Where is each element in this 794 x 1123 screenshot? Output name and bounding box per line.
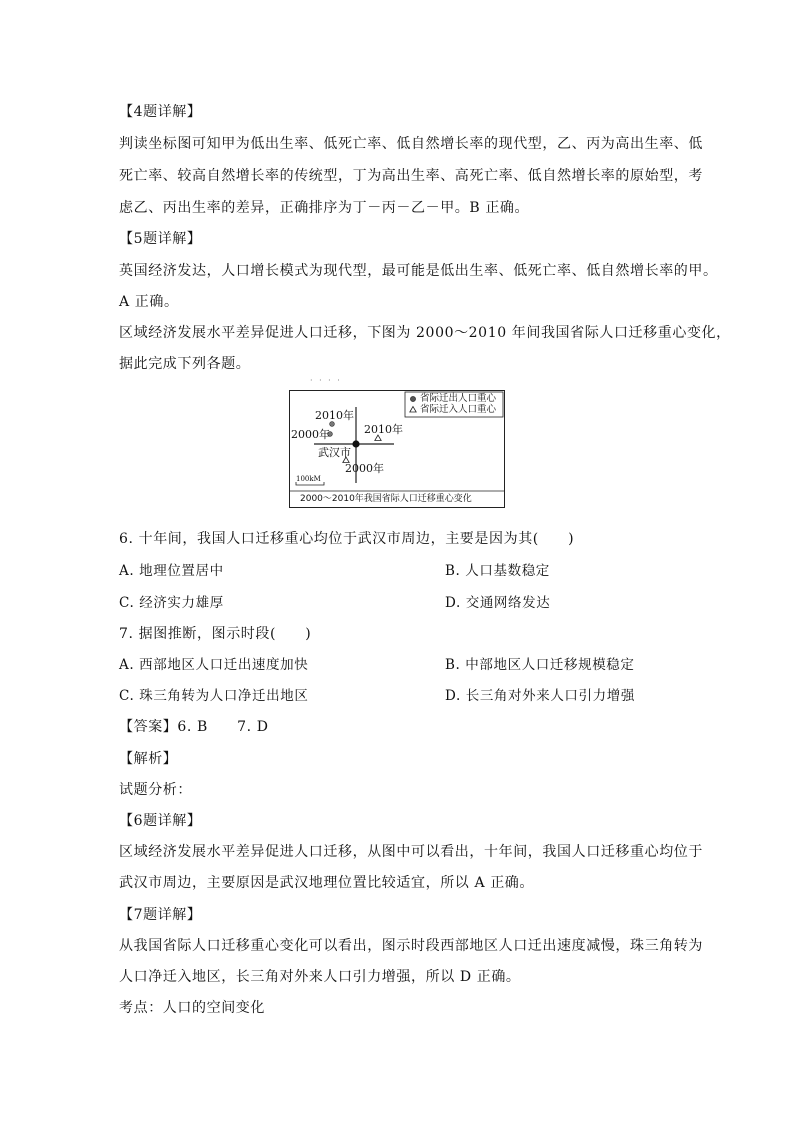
intro-line-2: 据此完成下列各题。 [119,356,251,372]
legend-out-label: 省际迁出人口重心 [420,393,497,404]
q6-option-a: A. 地理位置居中 [119,563,224,579]
figure-top-dots: · · · · [310,376,342,385]
city-label: 武汉市 [318,446,351,459]
q7-stem: 7. 据图推断，图示时段( ) [119,626,312,642]
q5-text-line-1: 英国经济发达，人口增长模式为现代型，最可能是低出生率、低死亡率、低自然增长率的甲。 [119,263,718,279]
q7-option-b: B. 中部地区人口迁移规模稳定 [445,657,635,673]
out-center-2010 [330,422,335,427]
analysis-heading: 【解析】 [119,751,178,767]
q7-option-c: C. 珠三角转为人口净迁出地区 [119,688,309,704]
q6-option-c: C. 经济实力雄厚 [119,595,224,611]
q6-option-b: B. 人口基数稳定 [445,563,550,579]
wuhan-city-marker [352,440,359,447]
q7-option-d: D. 长三角对外来人口引力增强 [445,688,635,704]
legend-out-marker [410,396,415,401]
q4-text-line-2: 死亡率、较高自然增长率的传统型，丁为高出生率、高死亡率、低自然增长率的原始型，考 [119,168,703,184]
analysis-q6-line-2: 武汉市周边，主要原因是武汉地理位置比较适宜，所以 A 正确。 [119,875,535,891]
q5-heading: 【5题详解】 [119,231,202,247]
figure-caption: 2000～2010年我国省际人口迁移重心变化 [300,494,472,504]
intro-line-1: 区域经济发展水平差异促进人口迁移，下图为 2000～2010 年间我国省际人口迁移重心变化， [119,325,731,341]
answer-label: 【答案】 [119,719,178,735]
label-in-2000: 2000年 [345,462,384,475]
q6-option-d: D. 交通网络发达 [445,595,551,611]
analysis-q7-line-2: 人口净迁入地区，长三角对外来人口引力增强，所以 D 正确。 [119,969,521,985]
q7-option-a: A. 西部地区人口迁出速度加快 [119,657,309,673]
q4-heading: 【4题详解】 [119,104,202,120]
analysis-q7-heading: 【7题详解】 [119,907,202,923]
legend-in-label: 省际迁入人口重心 [420,404,497,415]
label-in-2010: 2010年 [364,423,403,436]
kaodian-line: 考点：人口的空间变化 [119,1000,265,1016]
analysis-q6-line-1: 区域经济发展水平差异促进人口迁移，从图中可以看出，十年间，我国人口迁移重心均位于 [119,844,703,860]
migration-figure [289,390,505,508]
analysis-q6-heading: 【6题详解】 [119,813,202,829]
answer-text: 6. B 7. D [177,719,269,735]
answer-line [119,718,269,736]
q4-text-line-1: 判读坐标图可知甲为低出生率、低死亡率、低自然增长率的现代型，乙、丙为高出生率、低 [119,136,703,152]
q4-text-line-3: 虑乙、丙出生率的差异，正确排序为丁－丙－乙－甲。B 正确。 [119,200,530,216]
analysis-q7-line-1: 从我国省际人口迁移重心变化可以看出，图示时段西部地区人口迁出速度减慢，珠三角转为 [119,938,703,954]
label-out-2000: 2000年 [291,428,330,441]
q5-text-line-2: A 正确。 [119,294,179,310]
scale-label: 100kM [296,475,321,483]
q6-stem: 6. 十年间，我国人口迁移重心均位于武汉市周边，主要是因为其( ) [119,531,575,547]
label-out-2010: 2010年 [315,409,354,422]
analysis-subheading: 试题分析： [119,782,192,798]
